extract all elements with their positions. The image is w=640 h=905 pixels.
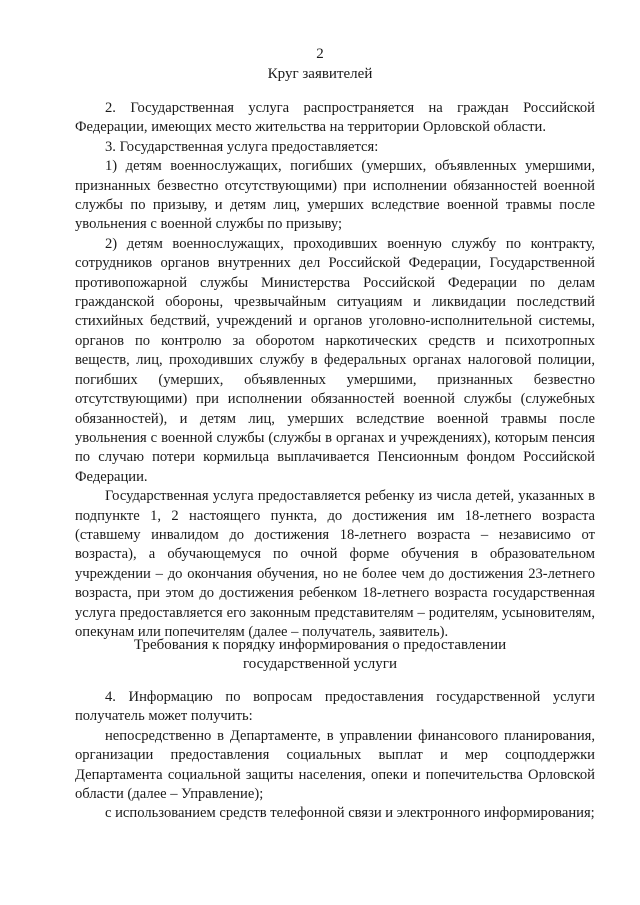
section-title-line: государственной услуги xyxy=(243,656,397,672)
section-information-body xyxy=(75,688,595,824)
paragraph: непосредственно в Департаменте, в управлении финансового планирования, организации предоставления социальных выплат и мер соцподдержки Департамента социальной защиты населения, опеки и попечительства Орловской области (далее – Управление); xyxy=(75,727,595,803)
page-number: 2 xyxy=(316,46,324,62)
paragraph: 3. Государственная услуга предоставляется: xyxy=(105,138,379,155)
section-title-applicants: Круг заявителей xyxy=(267,66,373,82)
paragraph: Государственная услуга предоставляется ребенку из числа детей, указанных в подпункте 1, 2 настоящего пункта, до достижения им 18-летнего возраста (ставшему инвалидом до достижения 18-летнего возраста – независимо от возраста), а обучающемуся по очной форме обучения в образовательном учреждении – до окончания обучения, но не более чем до достижения 23-летнего возраста, при этом до достижения ребенком 18-летнего возраста государственная услуга предоставляется его законным представителям – родителям, усыновителям, опекунам или попечителям (далее – получатель, заявитель). xyxy=(75,488,595,640)
paragraph: 2. Государственная услуга распространяется на граждан Российской Федерации, имеющих место жительства на территории Орловской области. xyxy=(75,100,595,136)
section-applicants-body xyxy=(75,99,595,642)
section-title-line: Требования к порядку информирования о предоставлении xyxy=(133,637,507,653)
section-title-information-requirements xyxy=(0,636,640,674)
paragraph: 4. Информацию по вопросам предоставления государственной услуги получатель может получить: xyxy=(75,689,595,725)
paragraph: 1) детям военнослужащих, погибших (умерших, объявленных умершими, признанных безвестно отсутствующими) при исполнении обязанностей военной службы по призыву, и детям лиц, умерших вследствие военной травмы после увольнения с военной службы по призыву; xyxy=(75,158,595,233)
paragraph: 2) детям военнослужащих, проходивших военную службу по контракту, сотрудников органов внутренних дел Российской Федерации, Государственной противопожарной службы Министерства Российской Федерации по делам гражданской обороны, чрезвычайным ситуациям и ликвидации последствий стихийных бедствий, учреждений и органов уголовно-исполнительной системы, органов по контролю за оборотом наркотических средств и психотропных веществ, лиц, проходивших службу в федеральных органах налоговой полиции, погибших (умерших, объявленных умершими, признанных безвестно отсутствующими) при исполнении обязанностей военной службы (служебных обязанностей), и детям лиц, умерших вследствие военной травмы после увольнения с военной службы (службы в органах и учреждениях), которым пенсия по случаю потери кормильца выплачивается Пенсионным фондом Российской Федерации. xyxy=(75,235,595,485)
paragraph: с использованием средств телефонной связи и электронного информирования; xyxy=(105,805,595,822)
